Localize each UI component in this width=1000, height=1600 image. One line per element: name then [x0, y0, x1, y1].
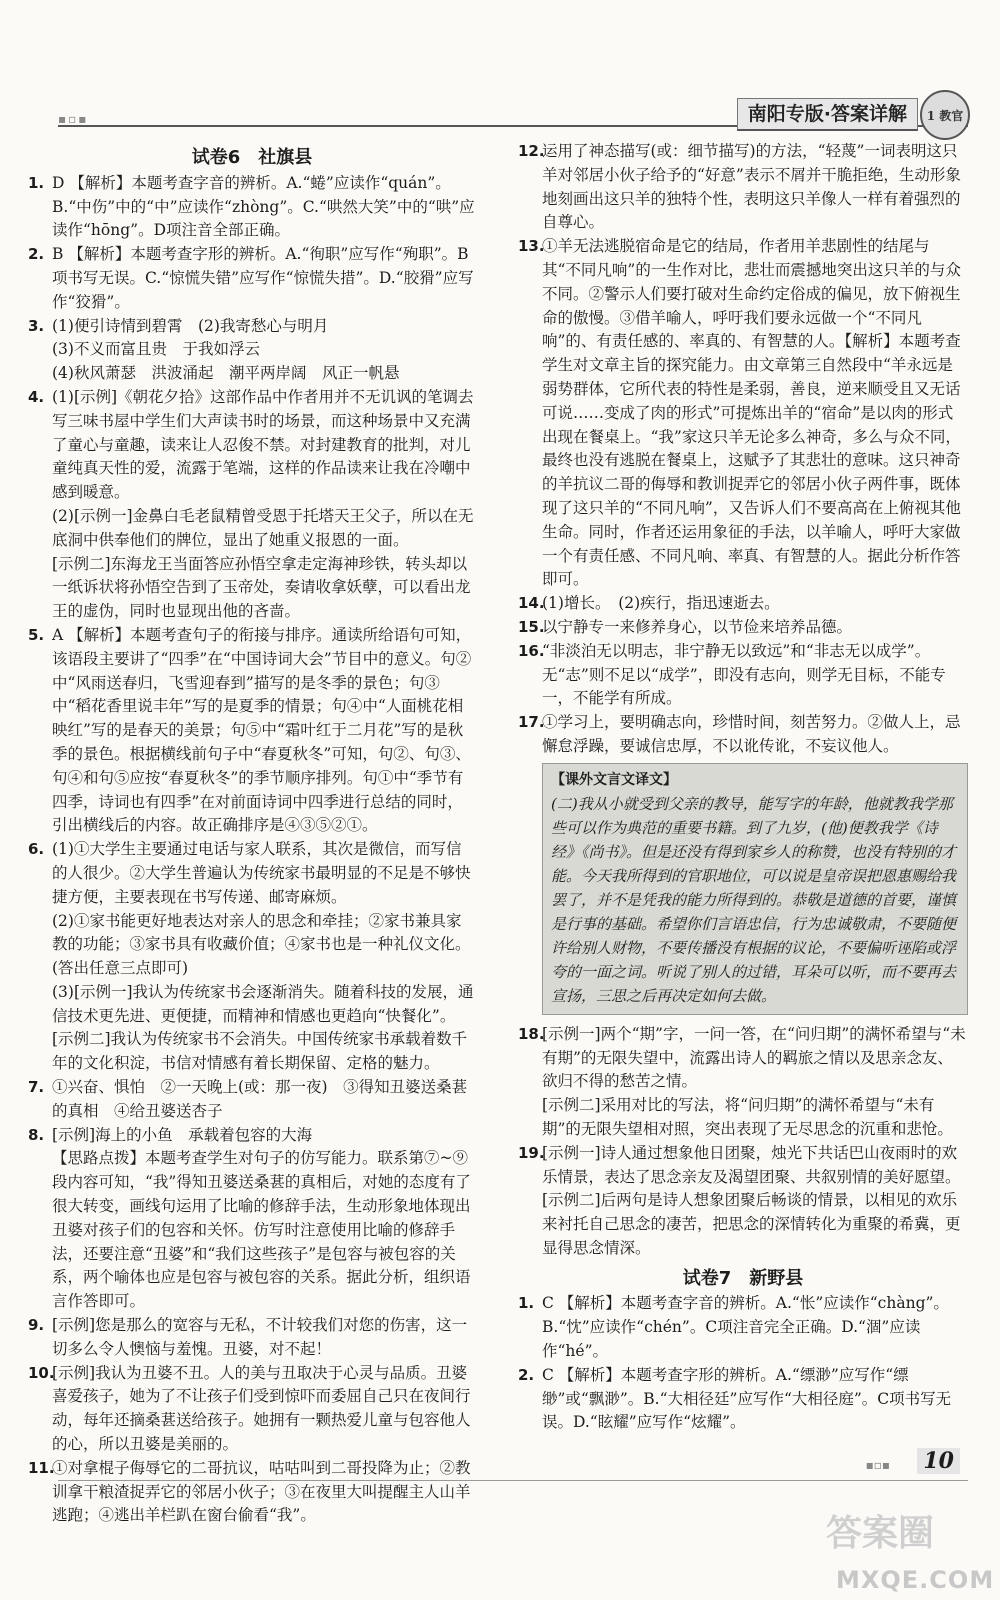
header-dots: ▪▫▪ — [58, 112, 89, 126]
answer-text: C 【解析】本题考查字音的辨析。A.“怅”应读作“chàng”。B.“忱”应读作“chén”。C项注音完全正确。D.“涸”应读作“hé”。 — [542, 1294, 949, 1361]
answer-text: (2)[示例一]金鼻白毛老鼠精曾受恩于托塔天王父子，所以在无底洞中供奉他们的牌位，显出了她重义报恩的一面。 — [52, 506, 474, 549]
answer-text: (1)[示例]《朝花夕拾》这部作品中作者用并不无讥讽的笔调去写三味书屋中学生们大声读书时的场景，而这种场景中又充满了童心与童趣，读来让人忍俊不禁。对封建教育的批判，对儿童纯真天性的爱，流露于笔端，这样的作品读来让我在冷嘲中感到暖意。 — [52, 387, 474, 502]
answer-text: ①兴奋、惧怕 ②一天晚上(或：那一夜) ③得知丑婆送桑葚的真相 ④给丑婆送杏子 — [52, 1078, 468, 1120]
answer-item — [28, 243, 476, 314]
answer-number: 8. — [28, 1125, 45, 1144]
answer-text: [示例一]诗人通过想象他日团聚，烛光下共话巴山夜雨时的欢乐情景，表达了思念亲友及渴望团聚、共叙别情的美好愿望。 — [542, 1143, 961, 1186]
answer-text: ①学习上，要明确志向，珍惜时间，刻苦努力。②做人上，忌懈怠浮躁，要诚信忠厚，不以讹传讹，不妄议他人。 — [542, 713, 961, 755]
footer-rule — [58, 1480, 968, 1481]
answer-text: (2)①家书能更好地表达对亲人的思念和牵挂；②家书兼具家教的功能；③家书具有收藏价值；④家书也是一种礼仪文化。(答出任意三点即可) — [52, 911, 471, 978]
answer-text: [示例二]采用对比的写法，将“问归期”的满怀希望与“未有期”的无限失望相对照，突出表现了无尽思念的沉重和悲怆。 — [542, 1096, 953, 1138]
logo-badge: 1 教官 — [920, 90, 970, 140]
answer-text: 运用了神态描写(或：细节描写)的方法，“轻蔑”一词表明这只羊对邻居小伙子给予的“好意”表示不屑并干脆拒绝，生动形象地刻画出这只羊的独特个性，表明这只羊像人一样有着强烈的自尊心。 — [542, 142, 961, 232]
answer-number: 18. — [518, 1024, 545, 1043]
answer-item — [28, 315, 476, 386]
answer-item — [28, 172, 476, 243]
answer-text: ①羊无法逃脱宿命是它的结局，作者用羊悲剧性的结尾与其“不同凡响”的一生作对比，悲壮而震撼地突出这只羊的与众不同。②警示人们要打破对生命约定俗成的偏见，放下俯视生命的傲慢。③借羊喻人，呼吁我们要永远做一个“不同凡响”的、有责任感的、率真的、有智慧的人。【解析】本题考查学生对文章主旨的探究能力。由文章第三自然段中“羊永远是弱势群体，它所代表的特性是柔弱，善良，逆来顺受且又无话可说……变成了肉的形式”可提炼出羊的“宿命”是以肉的形式出现在餐桌上。“我”家这只羊无论多么神奇，多么与众不同，最终也没有逃脱在餐桌上，这赋予了其悲壮的意味。这只神奇的羊抗议二哥的侮辱和教训捉弄它的邻居小伙子两件事，既体现了这只羊的“不同凡响”，又告诉人们不要高高在上俯视其他生命。同时，作者还运用象征的手法，以羊喻人，呼吁大家做一个有责任感、不同凡响、率真、有智慧的人。据此分析作答即可。 — [542, 237, 961, 589]
answer-item — [28, 1314, 476, 1362]
answer-number: 4. — [28, 387, 45, 406]
answer-number: 12. — [518, 142, 545, 160]
answer-number: 15. — [518, 617, 545, 636]
answer-text: [示例]您是那么的宽容与无私，不计较我们对您的伤害，这一切多么令人懊恼与羞愧。丑婆，对不起！ — [52, 1316, 468, 1358]
answer-text: “非淡泊无以明志，非宁静无以致远”和“非志无以成学”。 无“志”则不足以“成学”，即没有志向，则学无目标，不能专一，不能学有所成。 — [542, 641, 946, 708]
answer-number: 1. — [518, 1294, 535, 1313]
answer-number: 13. — [518, 237, 545, 256]
answer-text: [示例一]两个“期”字，一问一答，在“问归期”的满怀希望与“未有期”的无限失望中，流露出诗人的羁旅之情以及思亲念友、欲归不得的愁苦之情。 — [542, 1024, 966, 1091]
answer-item — [28, 838, 476, 1076]
answer-text: B 【解析】本题考查字形的辨析。A.“徇职”应写作“殉职”。B项书写无误。C.“惊慌失错”应写作“惊慌失措”。D.“胶猾”应写作“狡猾”。 — [52, 245, 474, 311]
left-column — [28, 140, 476, 1528]
answer-number: 11. — [28, 1458, 55, 1477]
section-title: 试卷7 新野县 — [682, 1267, 804, 1289]
answer-text: ①对拿棍子侮辱它的二哥抗议，咕咕叫到二哥投降为止；②教训拿干粮渣捉弄它的邻居小伙子；③在夜里大叫提醒主人山羊逃跑；④逃出羊栏趴在窗台偷看“我”。 — [52, 1458, 471, 1525]
header-banner: 南阳专版·答案详解 — [737, 98, 918, 131]
answer-item — [518, 1023, 968, 1142]
answer-text: 以宁静专一来修养身心，以节俭来培养品德。 — [542, 617, 853, 636]
answer-item — [518, 616, 968, 640]
translation-label: 【课外文言文译文】 — [551, 771, 677, 788]
answer-text: (1)①大学生主要通过电话与家人联系，其次是微信，而写信的人很少。②大学生普遍认为传统家书最明显的不足是不够快捷方便，主要表现在书写传递、邮寄麻烦。 — [52, 840, 471, 906]
answer-item — [518, 711, 968, 759]
answer-item — [518, 1364, 968, 1435]
answer-text: (1)便引诗情到碧霄 (2)我寄愁心与明月 — [52, 316, 329, 335]
answer-number: 14. — [518, 594, 545, 613]
answer-text: D 【解析】本题考查字音的辨析。A.“蜷”应读作“quán”。B.“中伤”中的“中”应读作“zhòng”。C.“哄然大笑”中的“哄”应读作“hōng”。D项注音全部正确。 — [52, 173, 475, 240]
answer-number: 16. — [518, 641, 545, 660]
watermark-logo: 答案圈 — [826, 1513, 935, 1554]
answer-item — [518, 592, 968, 616]
answer-item — [28, 1124, 476, 1314]
answer-number: 2. — [28, 245, 45, 264]
answer-number: 10. — [28, 1363, 55, 1382]
answer-item — [28, 386, 476, 624]
answer-number: 1. — [28, 173, 45, 192]
answer-item — [28, 1457, 476, 1528]
answer-text: [示例]我认为丑婆不丑。人的美与丑取决于心灵与品质。丑婆喜爱孩子，她为了不让孩子们受到惊吓而委屈自己只在夜间行动，每年还摘桑葚送给孩子。她拥有一颗热爱儿童与包容他人的心，所以丑婆是美丽的。 — [52, 1363, 471, 1454]
answer-number: 7. — [28, 1078, 45, 1097]
watermark-url: MXQE.COM — [836, 1566, 995, 1594]
answer-number: 2. — [518, 1365, 535, 1384]
footer-dots: ▪▫▪ — [865, 1458, 890, 1472]
answer-text: (3)[示例一]我认为传统家书会逐渐消失。随着科技的发展，通信技术更先进、更便捷，而精神和情感也更趋向“快餐化”。 — [52, 982, 474, 1025]
page-number: 10 — [917, 1448, 960, 1474]
answer-number: 6. — [28, 840, 45, 859]
answer-item — [518, 140, 968, 235]
answer-number: 19. — [518, 1143, 545, 1162]
answer-text: [示例]海上的小鱼 承载着包容的大海 — [52, 1125, 313, 1144]
answer-text: (3)不义而富且贵 于我如浮云 — [52, 340, 260, 359]
answer-text: A 【解析】本题考查句子的衔接与排序。通读所给语句可知，该语段主要讲了“四季”在“中国诗词大会”节目中的意义。句②中“风雨送春归，飞雪迎春到”描写的是冬季的景色；句③中“稻花香里说丰年”写的是夏季的情景；句④中“人面桃花相映红”写的是春天的美景；句⑤中“霜叶红于二月花”写的是秋季的景色。根据横线前句子中“春夏秋冬”可知，句②、句③、句④和句⑤应按“春夏秋冬”的季节顺序排列。句①中“季节有四季，诗词也有四季”在对前面诗词中四季进行总结的同时，引出横线后的内容。故正确排序是④③⑤②①。 — [52, 625, 472, 835]
answer-item — [28, 624, 476, 838]
answer-number: 9. — [28, 1316, 45, 1335]
answer-text: 【思路点拨】本题考查学生对句子的仿写能力。联系第⑦~⑨段内容可知，“我”得知丑婆送桑葚的真相后，对她的态度有了很大转变，画线句运用了比喻的修辞手法，生动形象地体现出丑婆对孩子们的包容和关怀。仿写时注意使用比喻的修辞手法，还要注意“丑婆”和“我们这些孩子”是包容与被包容的关系，两个喻体也应是包容与被包容的关系。据此分析，组织语言作答即可。 — [52, 1149, 471, 1311]
answer-text: [示例二]东海龙王当面答应孙悟空拿走定海神珍铁，转头却以一纸诉状将孙悟空告到了玉帝处，奏请收拿妖孽，可以看出龙王的虚伪，同时也显现出他的吝啬。 — [52, 554, 471, 621]
answer-item — [518, 235, 968, 592]
answer-number: 17. — [518, 713, 545, 732]
answer-item — [518, 640, 968, 711]
section-title: 试卷6 社旗县 — [191, 147, 313, 168]
right-column — [518, 140, 968, 1435]
answer-item — [28, 1362, 476, 1457]
answer-item — [518, 1142, 968, 1261]
answer-item — [518, 1292, 968, 1363]
answer-number: 3. — [28, 316, 45, 335]
translation-text: (二)我从小就受到父亲的教导，能写字的年龄，他就教我学那些可以作为典范的重要书籍。到了九岁，(他)便教我学《诗经》《尚书》。但是还没有得到家乡人的称赞，也没有特别的才能。今天我所得到的官职地位，可以说是皇帝误把恩惠赐给我罢了，并不是凭我的能力所得到的。恭敬是道德的首要，谨慎是行事的基础。希望你们言语忠信，行为忠诚敬肃，不要随便许给别人财物，不要传播没有根据的议论，不要偏听诬陷或浮夸的一面之词。听说了别人的过错，耳朵可以听，而不要再去宣扬，三思之后再决定如何去做。 — [551, 794, 957, 1005]
answer-number: 5. — [28, 625, 45, 644]
answer-item — [28, 1076, 476, 1124]
answer-text: (1)增长。 (2)疾行，指迅速逝去。 — [542, 594, 780, 613]
translation-box — [542, 763, 968, 1015]
answer-text: C 【解析】本题考查字形的辨析。A.“缥渺”应写作“缥缈”或“飘渺”。B.“大相径廷”应写作“大相径庭”。C项书写无误。D.“眩耀”应写作“炫耀”。 — [542, 1365, 952, 1432]
answer-text: [示例二]后两句是诗人想象团聚后畅谈的情景，以相见的欢乐来衬托自己思念的凄苦，把思念的深情转化为重聚的希冀，更显得思念情深。 — [542, 1191, 961, 1257]
answer-text: (4)秋风萧瑟 洪波涌起 潮平两岸阔 风正一帆悬 — [52, 364, 400, 383]
answer-text: [示例二]我认为传统家书不会消失。中国传统家书承载着数千年的文化积淀，书信对情感有着长期保留、定格的魅力。 — [52, 1030, 468, 1073]
